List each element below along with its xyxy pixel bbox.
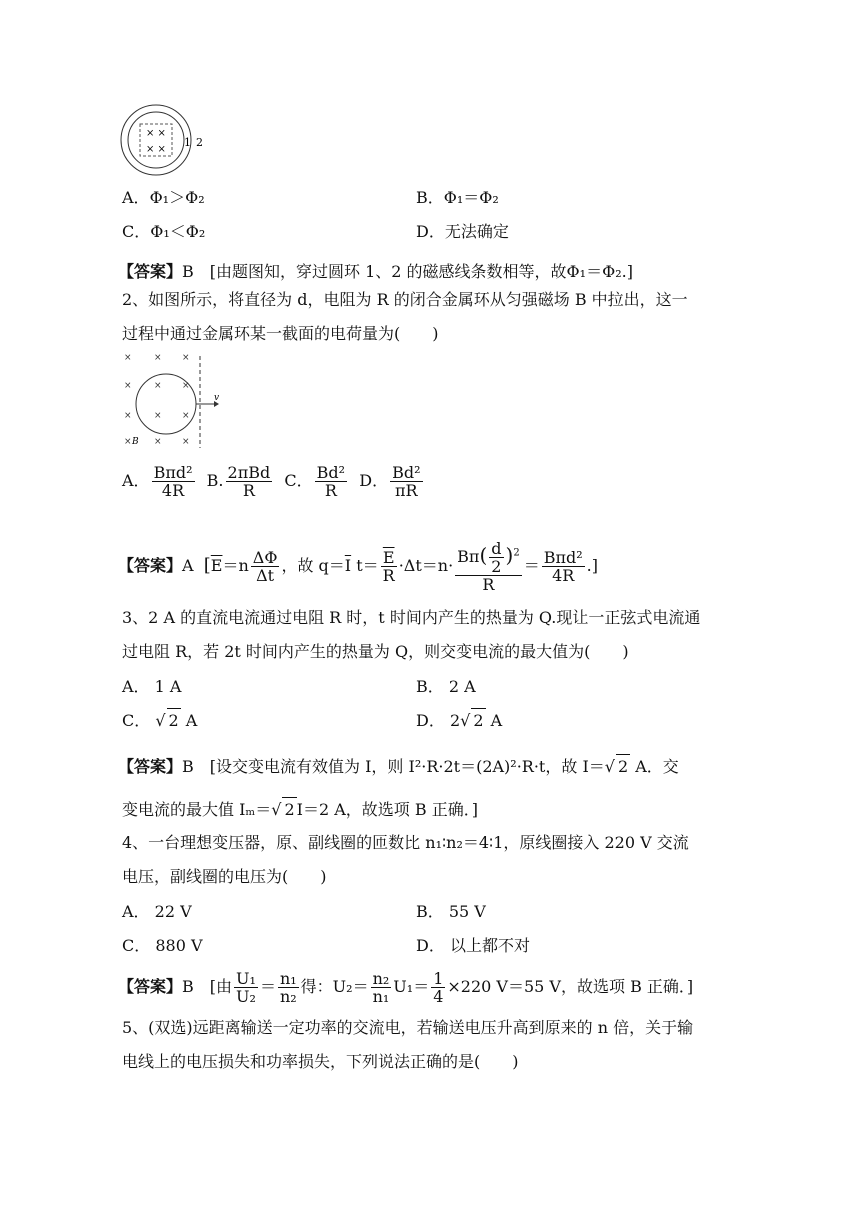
q1-option-c: C．Φ₁＜Φ₂: [122, 222, 206, 241]
q3-option-c: C． √ 2 A: [122, 708, 197, 733]
svg-text:×: ×: [154, 353, 162, 363]
svg-text:×: ×: [182, 437, 190, 447]
q1-label-2: 2: [196, 136, 203, 149]
q2-options: A． $\frac{\text{Bπd²}}{4R}$ B. $\frac{\text{2πBd}}{R}$ C． $\frac{\text{Bd²}}{R}$ D． $\frac{\text{Bd²}}{\pi R}$: [122, 463, 421, 500]
q2-answer: 【答案】A [$\overline{E}=n$ $\frac{\Delta\Phi}{\Delta t}$ ，故 $q=\overline{I}$ t＝ $\frac{\overline{E}}{R}$ ·Δt＝n· Bπ( $\frac{d}{2}$ )$^2$ R ＝ $\frac{\text{Bπd²}}{4R}$ .]: [118, 539, 598, 594]
q4-option-c: C． 880 V: [122, 936, 203, 955]
q4-stem-line1: 4、一台理想变压器，原、副线圈的匝数比 n₁∶n₂＝4∶1，原线圈接入 220 V 交流: [122, 833, 689, 852]
svg-text:×: ×: [154, 411, 162, 421]
q1-answer: 【答案】B [由题图知，穿过圆环 1、2 的磁感线条数相等，故Φ₁＝Φ₂.]: [118, 262, 633, 281]
svg-text:×: ×: [124, 381, 132, 391]
svg-text:×: ×: [124, 437, 132, 447]
q4-option-b: B． 55 V: [416, 902, 486, 921]
q2-velocity-label: v: [214, 393, 220, 403]
q1-option-a: A．Φ₁＞Φ₂: [122, 188, 205, 207]
svg-text:× ×: × ×: [146, 128, 166, 139]
svg-text:×: ×: [154, 381, 162, 391]
q5-stem-line1: 5、(双选)远距离输送一定功率的交流电，若输送电压升高到原来的 n 倍，关于输: [122, 1018, 694, 1037]
svg-text:×: ×: [124, 411, 132, 421]
q2-figure: [118, 348, 228, 452]
q4-option-d: D． 以上都不对: [416, 936, 530, 955]
svg-text:× ×: × ×: [146, 144, 166, 155]
q3-stem-line2: 过电阻 R，若 2t 时间内产生的热量为 Q，则交变电流的最大值为( ): [122, 642, 629, 661]
q3-answer-line2: 变电流的最大值 Iₘ＝√ 2 I＝2 A，故选项 B 正确．]: [122, 797, 478, 822]
svg-text:×: ×: [154, 437, 162, 447]
q2-stem-line2: 过程中通过金属环某一截面的电荷量为( ): [122, 324, 439, 343]
q3-stem-line1: 3、2 A 的直流电流通过电阻 R 时，t 时间内产生的热量为 Q.现让一正弦式电流通: [122, 608, 701, 627]
svg-text:×: ×: [182, 411, 190, 421]
q4-stem-line2: 电压，副线圈的电压为( ): [122, 867, 327, 886]
svg-text:×: ×: [124, 353, 132, 363]
q2-field-label: B: [132, 437, 139, 447]
q4-answer: 【答案】B [由 $\frac{\text{U₁}}{\text{U₂}}$ ＝ $\frac{\text{n₁}}{\text{n₂}}$ 得：U₂＝ $\frac{\text{n₂}}{\text{n₁}}$ U₁＝ $\frac{1}{4}$ ×220 V＝55 V，故选项 B 正确．]: [118, 969, 694, 1006]
q3-option-d: D． 2√ 2 A: [416, 708, 502, 733]
q1-figure: [118, 102, 218, 178]
q4-option-a: A． 22 V: [122, 902, 192, 921]
q1-option-d: D．无法确定: [416, 222, 509, 241]
q1-option-b: B．Φ₁＝Φ₂: [416, 188, 499, 207]
q3-option-b: B． 2 A: [416, 677, 476, 696]
q1-label-1: 1: [184, 136, 191, 149]
svg-text:×: ×: [182, 381, 190, 391]
q3-answer-line1: 【答案】B [设交变电流有效值为 I，则 I²·R·2t＝(2A)²·R·t，故 I＝√ 2 A．交: [118, 754, 679, 779]
q5-stem-line2: 电线上的电压损失和功率损失，下列说法正确的是( ): [122, 1052, 519, 1071]
q3-option-a: A． 1 A: [122, 677, 182, 696]
q2-stem-line1: 2、如图所示，将直径为 d，电阻为 R 的闭合金属环从匀强磁场 B 中拉出，这一: [122, 290, 688, 309]
svg-text:×: ×: [182, 353, 190, 363]
